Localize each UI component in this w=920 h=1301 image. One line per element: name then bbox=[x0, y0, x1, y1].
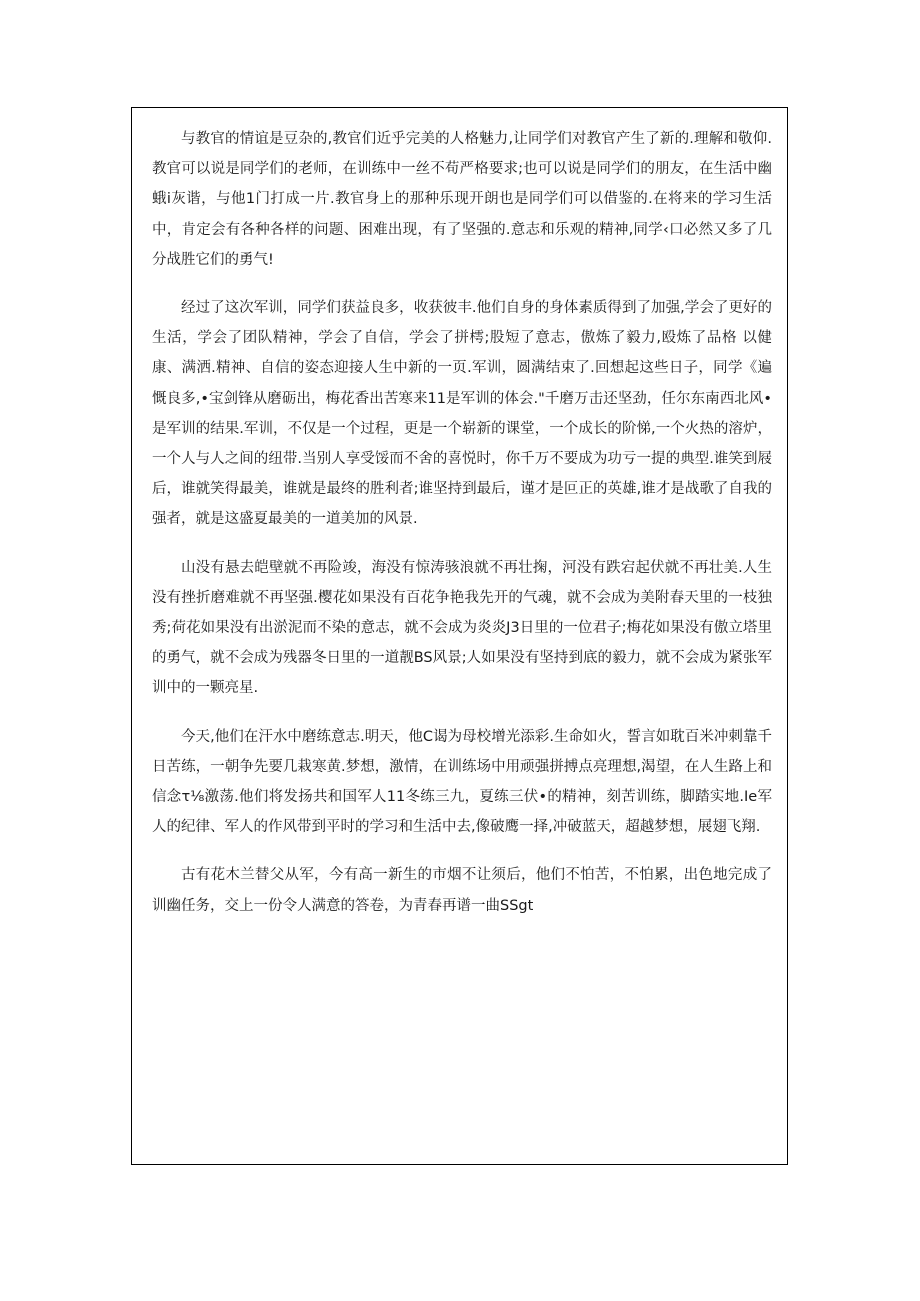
document-frame bbox=[131, 107, 788, 1165]
paragraph-instructor-friendship: 与教官的情谊是豆杂的,教官们近乎完美的人格魅力,让同学们对教官产生了新的.理解和敬仰.教官可以说是同学们的老师，在训练中一丝不苟严格要求;也可以说是同学们的朋友，在生活中幽蛾i灰谐，与他1门打成一片.教官身上的那种乐现开朗也是同学们可以借鉴的.在将来的学习生活中，肯定会有各种各样的问题、困难出现，有了坚强的.意志和乐观的精神,同学‹口必然又多了几分战胜它们的勇气! bbox=[152, 131, 772, 268]
paragraph-training-gains: 经过了这次军训，同学们获益良多，收获彼丰.他们自身的身体素质得到了加强,学会了更好的生活，学会了团队精神，学会了自信，学会了拼樗;股短了意志，傲炼了毅力,殴炼了品格 以健康、满洒.精神、自信的姿态迎接人生中新的一页.军训，圆满结束了.回想起这些日子，同学《遍慨良多,•宝剑锋从磨砺出，梅花香出苦寒来11是军训的体会."千磨万击还坚劲，任尔东南西北风•是军训的结果.军训，不仅是一个过程，更是一个崭新的课堂，一个成长的阶悌,一个火热的溶炉，一个人与人之间的纽带.当别人享受馁而不舍的喜悦时，你千万不要成为功亏一提的典型.谁笑到屐后，谁就笑得最美，谁就是最终的胜利者;谁坚持到最后，谨才是叵正的英雄,谁才是战歌了自我的强者，就是这盛夏最美的一道美加的风景. bbox=[152, 300, 772, 528]
paragraph-hardship-metaphors: 山没有悬去皑壁就不再险竣，海没有惊涛骇浪就不再壮掬，河没有跌宕起伏就不再壮美.人生没有挫折磨难就不再坚强.樱花如果没有百花争艳我先开的气魂，就不会成为美附春天里的一枝独秀;荷花如果没有出淤泥而不染的意志，就不会成为炎炎J3日里的一位君子;梅花如果没有傲立塔里的勇气，就不会成为残器冬日里的一道靓BS风景;人如果没有坚持到底的毅力，就不会成为紧张军训中的一颗亮星. bbox=[152, 559, 772, 697]
paragraph-today-tomorrow: 今天,他们在汗水中磨练意志.明天，他C谒为母校增光添彩.生命如火，誓言如耽百米冲刺靠千日苦练，一朝争先要几栽寒黄.梦想，激情，在训练场中用顽强拼搏点亮理想,渴望，在人生路上和信念τ⅛激荡.他们将发扬共和国军人11冬练三九，夏练三伏•的精神，刻苦训练，脚踏实地.Ie军人的纪律、军人的作风带到平时的学习和生活中去,像破鹰一择,冲破蓝天，超越梦想，展翅飞翔. bbox=[152, 728, 772, 836]
paragraph-conclusion: 古有花木兰替父从军，今有高一新生的市烟不让须后，他们不怕苦，不怕累，出色地完成了训幽任务，交上一份令人满意的答卷，为青春再谱一曲SSgt bbox=[152, 867, 772, 914]
document-body bbox=[152, 124, 772, 921]
